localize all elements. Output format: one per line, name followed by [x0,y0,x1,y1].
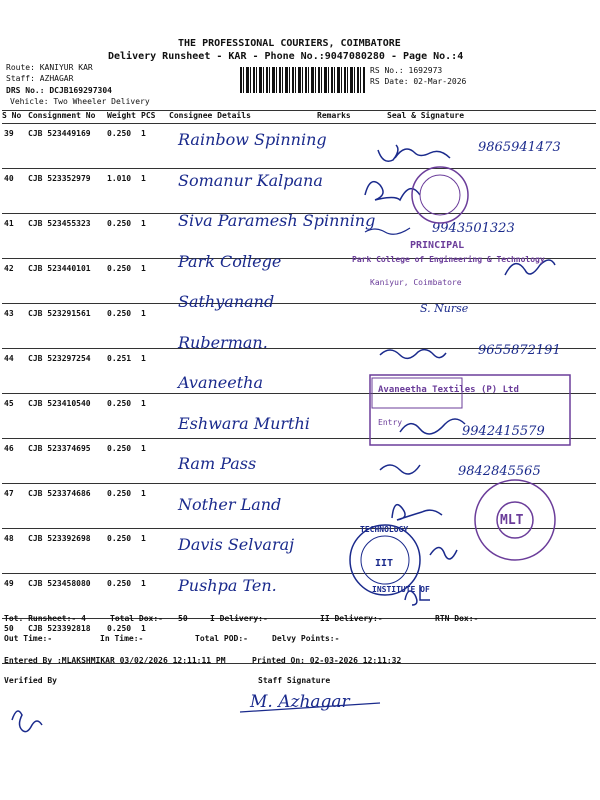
col-header-consignee: Consignee Details [169,111,317,124]
row-pcs: 1 [141,439,169,484]
row-pcs: 1 [141,574,169,619]
row-sno: 39 [2,124,28,169]
stamp-avaneetha: Avaneetha Textiles (P) Ltd [378,385,519,395]
row-consignment-no: CJB 523352979 [28,169,107,214]
row-sno: 44 [2,349,28,394]
delvy-points: Delvy Points:- [272,634,340,643]
col-header-pcs: PCS [141,111,169,124]
stamp-iit: IIT [375,558,394,569]
row-consignment-no: CJB 523374695 [28,439,107,484]
row-weight: 0.250 [107,214,141,259]
row-consignment-no: CJB 523374686 [28,484,107,529]
row-consignment-no: CJB 523458080 [28,574,107,619]
row-weight: 0.250 [107,439,141,484]
company-name: THE PROFESSIONAL COURIERS, COIMBATORE [178,38,401,49]
row-consignment-no: CJB 523449169 [28,124,107,169]
printed-on: Printed On: 02-03-2026 12:11:32 [252,656,402,665]
row-pcs: 1 [141,259,169,304]
row-consignment-no: CJB 523297254 [28,349,107,394]
verified-by: Verified By [4,676,57,685]
vehicle-label: Vehicle: Two Wheeler Delivery [10,97,150,106]
consignee-handwriting: Siva Paramesh Spinning [178,211,376,230]
stamp-swaraj-sign: S. Nurse [420,302,469,315]
row-sno: 42 [2,259,28,304]
row-pcs: 1 [141,214,169,259]
phone-handwriting: 9842845565 [458,464,541,479]
col-header-seal: Seal & Signature [367,111,596,124]
verified-signature [12,711,42,732]
total-dox-value: 50 [178,614,188,623]
consignee-handwriting: Park College [178,251,282,271]
col-header-sno: S No [2,111,28,124]
tot-runsheet: Tot. Runsheet:- 4 [4,614,86,623]
row-weight: 0.250 [107,304,141,349]
stamp-park-college: Park College of Engineering & Technology [352,255,545,264]
row-consignment-no: CJB 523392818 [28,619,107,664]
consignee-handwriting: Ram Pass [178,454,257,473]
row-sno: 46 [2,439,28,484]
staff-signature-label: Staff Signature [258,676,331,685]
stamp-technology: TECHNOLOGY [360,525,409,534]
signature-row-47 [380,465,420,474]
row-sno: 48 [2,529,28,574]
row-weight: 0.250 [107,124,141,169]
stamp-mlt: MLT [500,513,524,528]
consignee-handwriting: Avaneetha [178,373,263,392]
row-consignment-no: CJB 523440101 [28,259,107,304]
row-weight: 0.251 [107,349,141,394]
signature-row-49 [430,548,457,560]
col-header-weight: Weight [107,111,141,124]
row-sno: 40 [2,169,28,214]
phone-handwriting: 9943501323 [432,221,515,236]
signature-row-46 [400,419,465,434]
row-pcs: 1 [141,619,169,664]
staff-label: Staff: AZHAGAR [6,74,74,83]
consignee-handwriting: Somanur Kalpana [178,170,323,190]
row-weight: 0.250 [107,619,141,664]
signature-row-39 [378,145,450,161]
row-pcs: 1 [141,529,169,574]
in-time: In Time:- [100,634,144,643]
stamp-entry: Entry [378,418,403,427]
consignee-handwriting: Eshwara Murthi [178,413,310,433]
rs-date: RS Date: 02-Mar-2026 [370,77,467,86]
col-header-remarks: Remarks [317,111,367,124]
phone-handwriting: 9942415579 [462,423,545,439]
row-pcs: 1 [141,484,169,529]
phone-handwriting: 9865941473 [478,140,561,155]
entered-by: Entered By :MLAKSHMIKAR 03/02/2026 12:11:11 PM [4,656,226,665]
row-weight: 0.250 [107,529,141,574]
row-pcs: 1 [141,304,169,349]
row-pcs: 1 [141,349,169,394]
consignee-handwriting: Davis Selvaraj [178,535,295,554]
row-weight: 0.250 [107,259,141,304]
row-weight: 0.250 [107,574,141,619]
ii-delivery: II Delivery:- [320,614,383,623]
drs-number: DRS No.: DCJB169297304 [6,86,112,95]
phone-handwriting: 9655872191 [478,342,561,358]
row-sno: 49 [2,574,28,619]
runsheet-title: Delivery Runsheet - KAR - Phone No.:9047080280 - Page No.:4 [108,51,464,62]
i-delivery: I Delivery:- [210,614,268,623]
consignee-handwriting: Ruberman. [178,332,268,352]
row-sno: 50 [2,619,28,664]
row-pcs: 1 [141,124,169,169]
route-label: Route: KANIYUR KAR [6,63,93,72]
consignee-handwriting: Pushpa Ten. [178,575,277,595]
signature-row-48 [392,505,442,520]
total-dox-label: Total Dox:- [110,614,163,623]
row-sno: 47 [2,484,28,529]
row-weight: 1.010 [107,169,141,214]
row-consignment-no: CJB 523291561 [28,304,107,349]
row-sno: 41 [2,214,28,259]
row-consignment-no: CJB 523455323 [28,214,107,259]
row-weight: 0.250 [107,484,141,529]
consignee-handwriting: Nother Land [178,494,282,514]
rtn-dox: RTN Dox:- [435,614,479,623]
row-sno: 45 [2,394,28,439]
col-header-consignment: Consignment No [28,111,107,124]
row-consignment-no: CJB 523392698 [28,529,107,574]
row-weight: 0.250 [107,394,141,439]
rs-number: RS No.: 1692973 [370,66,443,75]
row-sno: 43 [2,304,28,349]
out-time: Out Time:- [4,634,53,643]
row-consignment-no: CJB 523410540 [28,394,107,439]
stamp-principal: PRINCIPAL [410,240,465,251]
consignee-handwriting: Sathyanand [178,292,275,311]
signature-row-41 [365,228,410,234]
stamp-institute: INSTITUTE OF [372,585,430,594]
row-pcs: 1 [141,169,169,214]
consignee-handwriting: Rainbow Spinning [178,130,327,149]
signature-row-44 [380,350,446,359]
total-pod: Total POD:- [195,634,248,643]
staff-signature: M. Azhagar [250,692,350,712]
stamp-kaniyur: Kaniyur, Coimbatore [370,278,462,287]
row-pcs: 1 [141,394,169,439]
